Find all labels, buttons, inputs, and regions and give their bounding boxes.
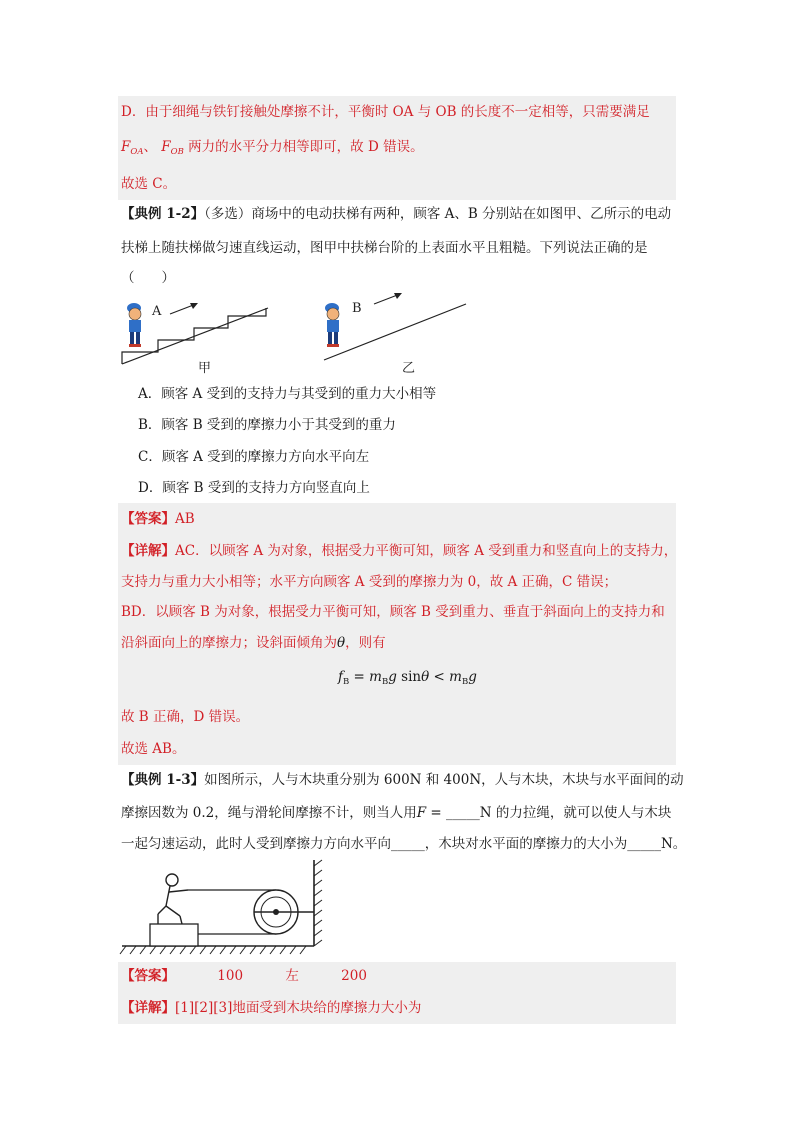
force-symbol: F: [416, 805, 427, 821]
formula-f: f: [338, 669, 343, 685]
detail-line-2: 支持力与重力大小相等；水平方向顾客 A 受到的摩擦力为 0，故 A 正确，C 错误；: [121, 574, 618, 590]
arrow-a: [170, 303, 198, 314]
force-symbol: F: [121, 139, 131, 155]
answer-value-1: 100: [217, 968, 244, 984]
answer-line: [121, 509, 195, 529]
formula-sub: B: [381, 677, 389, 687]
example-text: 如图所示，人与木块重分别为 600N 和 400N，人与木块，木块与水平面间的动: [204, 772, 684, 788]
escalator-incline: [324, 304, 466, 360]
example-text: （多选）商场中的电动扶梯有两种，顾客 A、B 分别站在如图甲、乙所示的电动: [204, 206, 672, 222]
example-tag: 【典例 1-2】: [121, 206, 205, 222]
formula-sin: sin: [396, 669, 422, 685]
label-b: B: [352, 301, 362, 316]
pulley-figure: [118, 858, 328, 956]
formula-sub: B: [461, 677, 469, 687]
top-conclusion: 故选 C。: [121, 176, 177, 192]
theta-symbol: θ: [337, 635, 346, 651]
example-1-2-conclusion: 故选 AB。: [121, 741, 186, 757]
detail-text: [1][2][3]地面受到木块给的摩擦力大小为: [175, 1000, 422, 1016]
detail-line-3: BD．以顾客 B 为对象，根据受力平衡可知，顾客 B 受到重力、垂直于斜面向上的支持力和: [121, 604, 665, 620]
formula-eq: =: [349, 669, 370, 685]
option-c: C．顾客 A 受到的摩擦力方向水平向左: [138, 449, 370, 465]
example-1-3-answer-line: [121, 966, 367, 986]
top-detail-line-2: [121, 137, 424, 162]
answer-value-2: 左: [285, 968, 299, 984]
detail-text: ，则有: [345, 635, 386, 651]
formula-lt: <: [429, 669, 450, 685]
formula-g: g: [468, 669, 477, 685]
example-text: 摩擦因数为 0.2，绳与滑轮间摩擦不计，则当人用: [121, 805, 417, 821]
detail-line-4: [121, 633, 386, 653]
detail-tag: 【详解】: [121, 1000, 175, 1016]
escalator-figure: [118, 290, 478, 374]
answer-tag: 【答案】: [121, 511, 175, 527]
formula-m: m: [369, 669, 382, 685]
example-1-2-line-2: 扶梯上随扶梯做匀速直线运动，图甲中扶梯台阶的上表面水平且粗糙。下列说法正确的是: [121, 240, 648, 256]
example-text: = _____N 的力拉绳，就可以使人与木块: [426, 805, 672, 821]
example-1-3-line-2: [121, 803, 671, 823]
escalator-stairs: [122, 308, 268, 364]
force-symbol: F: [161, 139, 171, 155]
person-figure: [158, 874, 188, 924]
arrow-b: [374, 293, 402, 304]
customer-a-figure: [127, 303, 141, 347]
detail-line-1: [121, 541, 677, 561]
subscript-oa: OA: [130, 147, 144, 157]
friction-formula: [338, 667, 477, 692]
formula-sub: B: [343, 677, 350, 687]
top-detail-line-1: D．由于细绳与铁钉接触处摩擦不计，平衡时 OA 与 OB 的长度不一定相等，只需要满足: [121, 104, 650, 120]
example-tag: 【典例 1-3】: [121, 772, 205, 788]
example-1-3-line-1: [121, 770, 684, 790]
detail-text: AC．以顾客 A 为对象，根据受力平衡可知，顾客 A 受到重力和竖直向上的支持力，: [175, 543, 678, 559]
option-a: A．顾客 A 受到的支持力与其受到的重力大小相等: [138, 386, 437, 402]
customer-b-figure: [325, 303, 339, 347]
separator: 、: [143, 139, 157, 155]
option-d: D．顾客 B 受到的支持力方向竖直向上: [138, 480, 370, 496]
example-1-2-line-1: [121, 204, 671, 224]
formula-m: m: [449, 669, 462, 685]
example-1-2-line-3: （ ）: [121, 270, 175, 286]
caption-yi: 乙: [402, 361, 416, 374]
answer-value-3: 200: [341, 968, 367, 984]
subscript-ob: OB: [170, 147, 184, 157]
wood-block: [150, 924, 198, 946]
example-1-3-line-3: 一起匀速运动，此时人受到摩擦力方向水平向_____，木块对水平面的摩擦力的大小为_____N。: [121, 836, 687, 852]
caption-jia: 甲: [198, 361, 212, 374]
option-b: B．顾客 B 受到的摩擦力小于其受到的重力: [138, 417, 396, 433]
example-1-3-detail-line: [121, 998, 421, 1018]
formula-g: g: [388, 669, 397, 685]
detail-line-5: 故 B 正确，D 错误。: [121, 709, 250, 725]
top-detail-text: 两力的水平分力相等即可，故 D 错误。: [188, 139, 424, 155]
label-a: A: [152, 304, 162, 319]
formula-theta: θ: [421, 669, 430, 685]
answer-value: AB: [175, 511, 195, 527]
answer-tag: 【答案】: [121, 968, 175, 984]
detail-tag: 【详解】: [121, 543, 175, 559]
detail-text: 沿斜面向上的摩擦力；设斜面倾角为: [121, 635, 337, 651]
